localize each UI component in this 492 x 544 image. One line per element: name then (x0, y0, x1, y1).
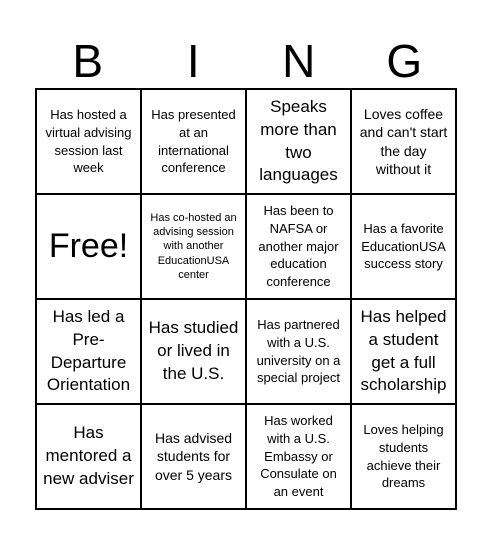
cell-text: Has studied or lived in the U.S. (148, 318, 239, 383)
cell-text: Has advised students for over 5 years (154, 429, 233, 483)
bingo-cell-r2c2[interactable] (141, 194, 246, 299)
bingo-cell-r1c2[interactable] (141, 89, 246, 194)
bingo-cell-r4c3[interactable] (246, 404, 351, 509)
bingo-cell-r3c4[interactable] (351, 299, 456, 404)
bingo-board (35, 88, 457, 510)
bingo-cell-r4c4[interactable] (351, 404, 456, 509)
cell-text: Has helped a student get a full scholarship (360, 306, 447, 395)
bingo-cell-r4c2[interactable] (141, 404, 246, 509)
bingo-cell-r3c3[interactable] (246, 299, 351, 404)
bingo-header (35, 33, 457, 89)
cell-text: Has hosted a virtual advising session last week (45, 106, 132, 176)
header-letter-g: G (386, 35, 423, 87)
bingo-cell-free[interactable] (36, 194, 141, 299)
bingo-cell-r4c1[interactable] (36, 404, 141, 509)
bingo-cell-r3c1[interactable] (36, 299, 141, 404)
cell-text: Has led a Pre-Departure Orientation (46, 306, 131, 395)
cell-text: Loves helping students achieve their dreams (363, 421, 444, 491)
cell-text: Has partnered with a U.S. university on a special project (256, 316, 341, 386)
cell-text: Loves coffee and can't start the day without it (359, 105, 448, 177)
cell-text: Has presented at an international conference (151, 106, 236, 176)
cell-text: Has mentored a new adviser (43, 423, 134, 488)
cell-text: Has been to NAFSA or another major education conference (258, 202, 339, 290)
header-letter-n: N (282, 35, 316, 87)
cell-text: Has a favorite EducationUSA success story (361, 220, 446, 272)
cell-text: Has co-hosted an advising session with another EducationUSA center (150, 211, 237, 281)
bingo-cell-r1c3[interactable] (246, 89, 351, 194)
bingo-cell-r2c3[interactable] (246, 194, 351, 299)
header-letter-i: I (186, 35, 200, 87)
bingo-cell-r3c2[interactable] (141, 299, 246, 404)
header-letter-b: B (72, 35, 104, 87)
bingo-cell-r2c4[interactable] (351, 194, 456, 299)
bingo-cell-r1c1[interactable] (36, 89, 141, 194)
bingo-cell-r1c4[interactable] (351, 89, 456, 194)
cell-text: Has worked with a U.S. Embassy or Consulate on an event (260, 412, 337, 500)
cell-text: Free! (48, 226, 129, 265)
cell-text: Speaks more than two languages (259, 96, 338, 185)
